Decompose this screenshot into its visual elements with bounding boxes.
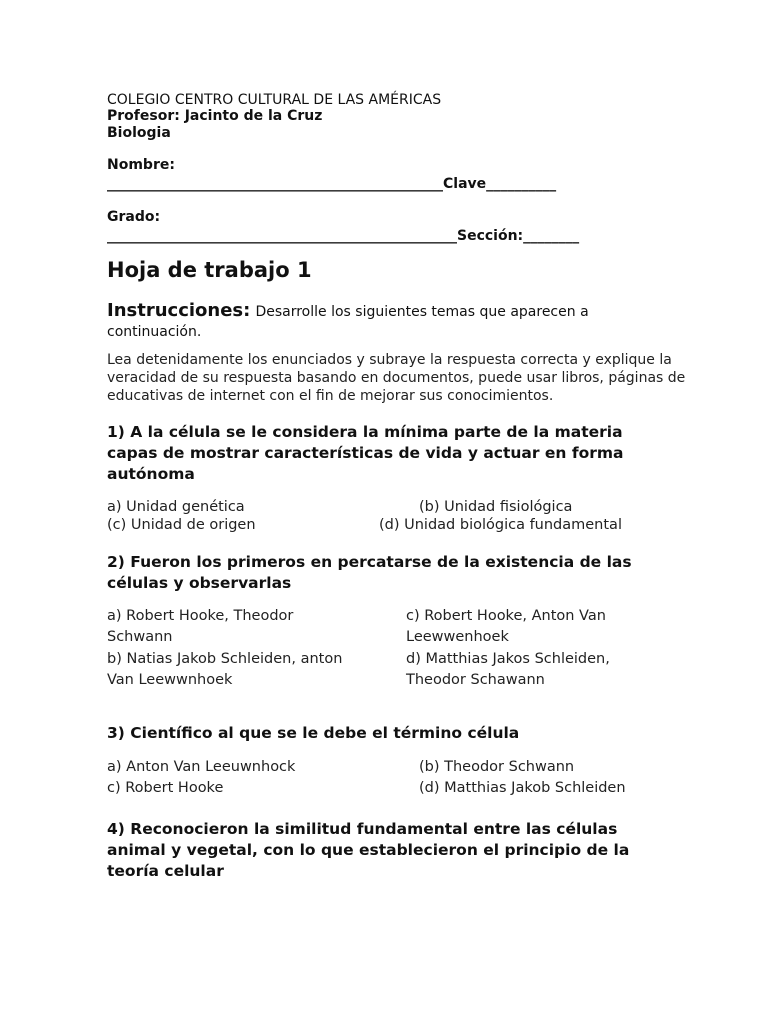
instructions-paragraph-line: Lea detenidamente los enunciados y subraye la respuesta correcta y explique la [107,352,672,368]
question-2-option-d: d) Matthias Jakos Schleiden, [406,651,610,667]
question-3-option-c: c) Robert Hooke [107,780,224,796]
question-2-option-a: a) Robert Hooke, Theodor [107,608,294,624]
question-1-option-d: (d) Unidad biológica fundamental [379,517,622,533]
teacher-name: Profesor: Jacinto de la Cruz [107,108,323,124]
question-2-option-a: Schwann [107,629,173,645]
question-3-option-d: (d) Matthias Jakob Schleiden [419,780,626,796]
page-title: Hoja de trabajo 1 [107,258,312,282]
instructions-paragraph-line: veracidad de su respuesta basando en documentos, puede usar libros, páginas de [107,370,686,386]
question-1-text: autónoma [107,465,195,483]
grade-section-line: __________________________________________________Sección:________ [107,228,580,244]
question-3-option-a: a) Anton Van Leeuwnhock [107,759,296,775]
question-2-option-c: c) Robert Hooke, Anton Van [406,608,606,624]
question-2-text: 2) Fueron los primeros en percatarse de la existencia de las [107,553,632,571]
question-4-text: animal y vegetal, con lo que establecieron el principio de la [107,841,630,859]
question-2-option-b: Van Leewwnhoek [107,672,233,688]
question-2-option-d: Theodor Schawann [406,672,545,688]
question-1-option-b: (b) Unidad fisiológica [419,499,573,515]
school-name: COLEGIO CENTRO CULTURAL DE LAS AMÉRICAS [107,92,442,108]
instructions-paragraph-line: educativas de internet con el fin de mejorar sus conocimientos. [107,388,554,404]
question-1-option-c: (c) Unidad de origen [107,517,256,533]
instructions-text-2: continuación. [107,324,202,340]
name-label: Nombre: [107,157,175,173]
question-1-text: 1) A la célula se le considera la mínima parte de la materia [107,423,623,441]
instructions-heading: Instrucciones: [107,300,251,321]
question-1-option-a: a) Unidad genética [107,499,245,515]
question-3-option-b: (b) Theodor Schwann [419,759,575,775]
question-4-text: teoría celular [107,862,224,880]
question-1-text: capas de mostrar características de vida y actuar en forma [107,444,624,462]
question-2-option-c: Leewwenhoek [406,629,509,645]
grade-label: Grado: [107,209,161,225]
question-3-text: 3) Científico al que se le debe el término célula [107,724,520,742]
instructions-line [107,300,589,321]
subject-name: Biologia [107,125,171,141]
question-4-text: 4) Reconocieron la similitud fundamental entre las células [107,820,618,838]
instructions-text-1: Desarrolle los siguientes temas que aparecen a [255,304,589,320]
name-clave-line: ________________________________________________Clave__________ [107,176,557,192]
question-2-text: células y observarlas [107,574,292,592]
question-2-option-b: b) Natias Jakob Schleiden, anton [107,651,343,667]
